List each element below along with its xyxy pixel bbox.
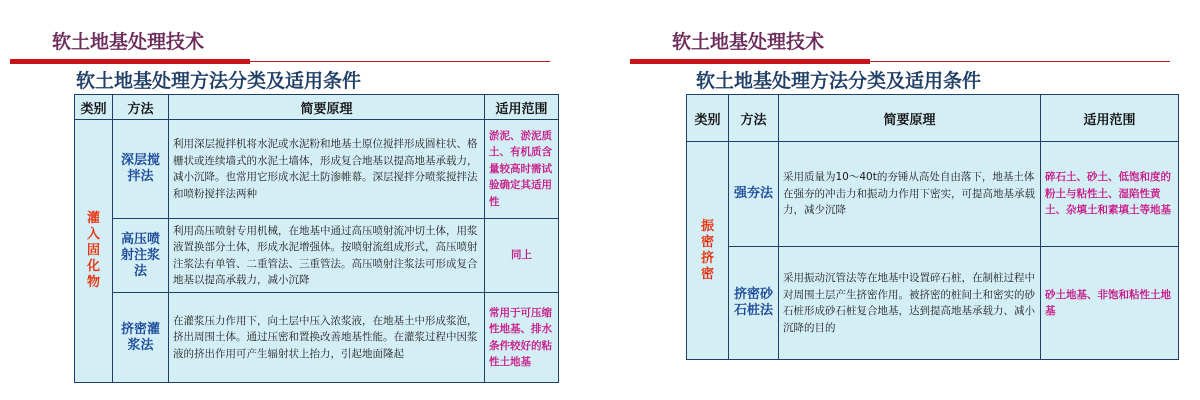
principle-cell: 利用深层搅拌机将水泥或水泥粉和地基土原位搅拌形成圆柱状、格栅状或连续墙式的水泥土墙体，形成复合地基以提高地基承载力，减小沉降。也常用它形成水泥土防渗帷幕。深层搅拌分喷浆搅拌法和喷粉搅拌法两种 xyxy=(169,120,485,219)
slide-left xyxy=(0,0,570,400)
scope-cell: 碎石土、砂土、低饱和度的粉土与粘性土、湿陷性黄土、杂填土和素填土等地基 xyxy=(1041,142,1179,247)
column-header-category: 类别 xyxy=(75,95,113,120)
slide-header-title: 软土地基处理技术 xyxy=(52,31,205,53)
table-row xyxy=(75,293,559,383)
column-header-principle: 简要原理 xyxy=(779,95,1041,142)
method-table xyxy=(74,94,559,383)
category-cell: 振密挤密 xyxy=(687,142,729,360)
method-cell: 高压喷射注浆法 xyxy=(113,219,169,293)
header-divider-line xyxy=(250,61,550,62)
method-cell: 强夯法 xyxy=(729,142,779,247)
table-row xyxy=(75,219,559,293)
table-row xyxy=(75,120,559,219)
method-cell: 深层搅拌法 xyxy=(113,120,169,219)
principle-cell: 在灌浆压力作用下，向土层中压入浓浆液，在地基土中形成浆泡，挤出周围土体。通过压密和置换改善地基性能。在灌浆过程中因浆液的挤出作用可产生辐射状上抬力，引起地面隆起 xyxy=(169,293,485,383)
scope-cell: 同上 xyxy=(485,219,559,293)
table-row xyxy=(687,142,1179,247)
slide-subtitle: 软土地基处理方法分类及适用条件 xyxy=(696,70,982,92)
slide-header-title: 软土地基处理技术 xyxy=(672,31,825,53)
column-header-principle: 简要原理 xyxy=(169,95,485,120)
header-divider-line xyxy=(870,61,1170,62)
method-table xyxy=(686,94,1179,360)
slide-subtitle: 软土地基处理方法分类及适用条件 xyxy=(76,70,362,92)
principle-cell: 采用质量为10～40t的夯锤从高处自由落下，地基土体在强夯的冲击力和振动力作用下密实，可提高地基承载力，减少沉降 xyxy=(779,142,1041,247)
header-accent-bar xyxy=(10,59,250,64)
column-header-method: 方法 xyxy=(729,95,779,142)
column-header-scope: 适用范围 xyxy=(485,95,559,120)
table-header-row xyxy=(687,95,1179,142)
principle-cell: 利用高压喷射专用机械，在地基中通过高压喷射流冲切土体，用浆液置换部分土体，形成水泥增强体。按喷射流组成形式，高压喷射注浆法有单管、二重管法、三重管法。高压喷射注浆法可形成复合地基以提高承载力，减小沉降 xyxy=(169,219,485,293)
principle-cell: 采用振动沉管法等在地基中设置碎石桩，在制桩过程中对周围土层产生挤密作用。被挤密的桩间土和密实的砂石桩形成砂石桩复合地基，达到提高地基承载力、减小沉降的目的 xyxy=(779,247,1041,360)
column-header-scope: 适用范围 xyxy=(1041,95,1179,142)
slide-right xyxy=(620,0,1190,400)
method-cell: 挤密砂石桩法 xyxy=(729,247,779,360)
scope-cell: 砂土地基、非饱和粘性土地基 xyxy=(1041,247,1179,360)
table-row xyxy=(687,247,1179,360)
category-cell: 灌入固化物 xyxy=(75,120,113,383)
column-header-method: 方法 xyxy=(113,95,169,120)
method-cell: 挤密灌浆法 xyxy=(113,293,169,383)
column-header-category: 类别 xyxy=(687,95,729,142)
header-accent-bar xyxy=(630,59,870,64)
scope-cell: 常用于可压缩性地基、排水条件较好的粘性土地基 xyxy=(485,293,559,383)
scope-cell: 淤泥、淤泥质土、有机质含量较高时需试验确定其适用性 xyxy=(485,120,559,219)
table-header-row xyxy=(75,95,559,120)
